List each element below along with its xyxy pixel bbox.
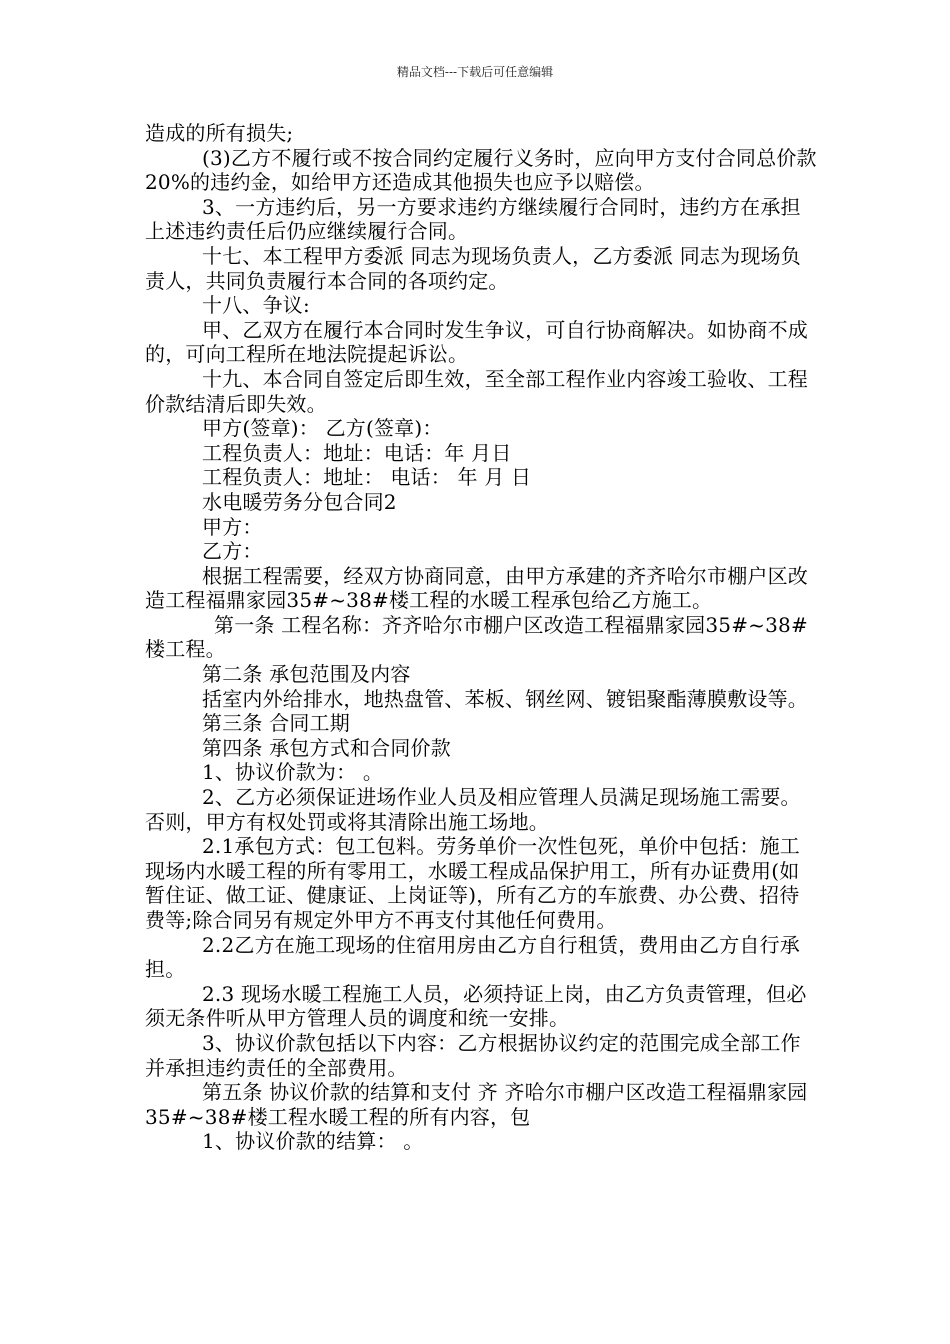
- party-a-line: 甲方：: [202, 514, 263, 539]
- paragraph: 2.3 现场水暖工程施工人员，必须持证上岗，由乙方负责管理，但必须无条件听从甲方管理人员的调度和统一安排。: [145, 981, 807, 1031]
- article-title: 第二条 承包范围及内容: [202, 662, 411, 687]
- paragraph: 十八、争议:: [202, 293, 310, 318]
- article-title: 第一条 工程名称：齐齐哈尔市棚户区改造工程福鼎家园35#~38#楼工程。: [145, 612, 808, 662]
- contact-line: 工程负责人：地址：电话：年 月日: [202, 440, 512, 465]
- party-b-line: 乙方：: [202, 539, 263, 564]
- paragraph: 2.1承包方式：包工包料。劳务单价一次性包死，单价中包括：施工现场内水暖工程的所有零用工，水暖工程成品保护用工，所有办证费用(如暂住证、做工证、健康证、上岗证等)，所有乙方的车旅费、办公费、招待费等;除合同另有规定外甲方不再支付其他任何费用。: [145, 834, 801, 932]
- paragraph: 1、协议价款为： 。: [202, 760, 384, 785]
- paragraph: 根据工程需要，经双方协商同意，由甲方承建的齐齐哈尔市棚户区改造工程福鼎家园35#~38#楼工程的水暖工程承包给乙方施工。: [145, 563, 808, 613]
- paragraph: 1、协议价款的结算： 。: [202, 1129, 424, 1154]
- article-title: 第三条 合同工期: [202, 711, 350, 736]
- paragraph: 十九、本合同自签定后即生效，至全部工程作业内容竣工验收、工程价款结清后即失效。: [145, 366, 808, 416]
- page-header: 精品文档---下载后可任意编辑: [396, 65, 554, 79]
- paragraph: 造成的所有损失;: [145, 121, 294, 145]
- paragraph: 3、一方违约后，另一方要求违约方继续履行合同时，违约方在承担上述违约责任后仍应继续履行合同。: [145, 194, 801, 244]
- article-title: 第四条 承包方式和合同价款: [202, 735, 451, 760]
- paragraph: (3)乙方不履行或不按合同约定履行义务时，应向甲方支付合同总价款20%的违约金，如给甲方还造成其他损失也应予以赔偿。: [145, 145, 817, 195]
- contact-line: 工程负责人：地址： 电话： 年 月 日: [202, 465, 532, 490]
- section-title: 水电暖劳务分包合同2: [202, 489, 397, 514]
- paragraph: 十七、本工程甲方委派 同志为现场负责人，乙方委派 同志为现场负责人，共同负责履行本合同的各项约定。: [145, 243, 801, 293]
- article-title: 第五条 协议价款的结算和支付 齐 齐哈尔市棚户区改造工程福鼎家园35#~38#楼工程水暖工程的所有内容，包: [145, 1080, 808, 1129]
- paragraph: 3、协议价款包括以下内容：乙方根据协议约定的范围完成全部工作并承担违约责任的全部费用。: [145, 1030, 801, 1080]
- paragraph: 2、乙方必须保证进场作业人员及相应管理人员满足现场施工需要。否则，甲方有权处罚或将其清除出施工场地。: [145, 785, 801, 834]
- paragraph: 括室内外给排水，地热盘管、苯板、钢丝网、镀铝聚酯薄膜敷设等。: [202, 686, 808, 711]
- paragraph: 2.2乙方在施工现场的住宿用房由乙方自行租赁，费用由乙方自行承担。: [145, 932, 801, 982]
- paragraph: 甲、乙双方在履行本合同时发生争议，可自行协商解决。如协商不成的，可向工程所在地法院提起诉讼。: [145, 317, 808, 367]
- document-body: [145, 121, 817, 1154]
- signature-line: 甲方(签章)： 乙方(签章)：: [202, 416, 443, 441]
